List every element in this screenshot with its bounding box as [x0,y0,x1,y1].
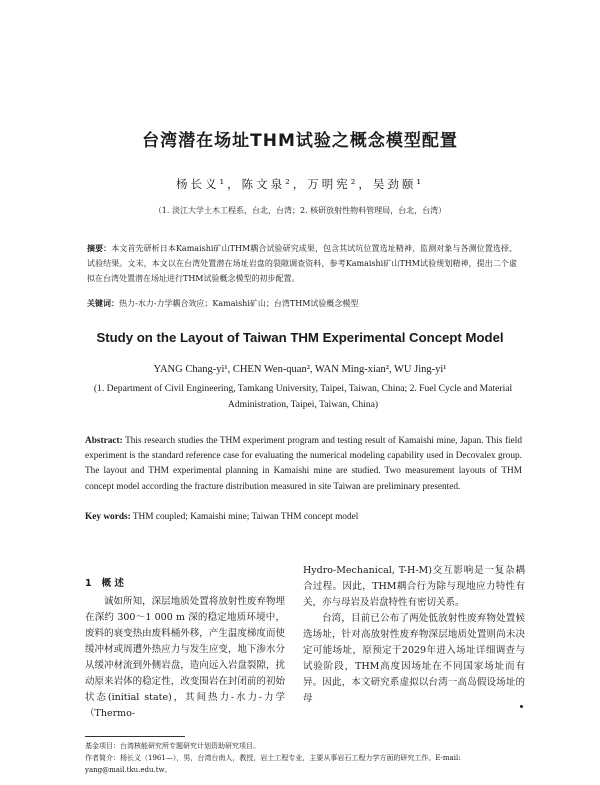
affiliation-chinese: （1. 淡江大学土木工程系，台北，台湾；2. 核研放射性物料管理局，台北，台湾） [153,206,447,215]
section-heading [85,576,285,592]
keywords-english [85,512,522,522]
section-number: 1 [85,578,92,589]
keywords-chinese-label: 关键词： [87,298,119,308]
title-chinese: 台湾潜在场址THM试验之概念模型配置 [142,131,458,151]
footnotes [85,740,525,776]
footnote-rule [85,736,185,737]
body-paragraph: 诚如所知，深层地质处置将放射性废弃物埋在深约 300～1 000 m 深的稳定地质环境中，废料的衰变热由废料桶外移，产生温度梯度而使缓冲材或周遭外热应力与发生应变，地下渗水分从缓冲材流到外侧岩盘，造向远入岩盘裂隙，扰动原来岩体的稳定性，改变围岩在封闭前的初始状态(initial state)，其间热力-水力-力学（Thermo- [85,596,285,719]
title-english: Study on the Layout of Taiwan THM Experimental Concept Model [96,330,504,345]
authors-english: YANG Chang-yi¹, CHEN Wen-quan², WAN Ming-xian², WU Jing-yi¹ [153,364,447,375]
abstract-english [85,434,522,495]
abstract-chinese-text: 本文首先研析日本Kamaishi矿山THM耦合试验研究成果，包含其试坑位置选址精神、监测对象与各测位置选择、试验结果。文末，本文以在台湾处置潜在场址岩盘的裂隙调查资料，参考Kamaishi矿山THM试验规划精神，提出二个虚拟在台湾处置潜在场址进行THM试验概念模型的初步配置。 [87,244,518,283]
abstract-english-label: Abstract: [85,436,123,446]
affiliation-english: (1. Department of Civil Engineering, Tamkang University, Taipei, Taiwan, China; 2. Fuel Cycle and Material Administration, Taipei, Taiwan, China) [93,383,513,410]
body-paragraph: 台湾，目前已公布了两处低放射性废弃物处置候选场址，针对高放射性废弃物深层地质处置则尚未决定可能场址，原预定于2029年进入场址详细调查与试验阶段，THM高度因场址在不同国家场址而有异。因此，本文研究系虚拟以台湾一高岛假设场址的母 [303,613,525,704]
keywords-chinese [87,298,517,309]
keywords-english-text: THM coupled; Kamaishi mine; Taiwan THM concept model [130,512,359,522]
abstract-english-text: This research studies the THM experiment program and testing result of Kamaishi mine, Japan. This field experiment is the standard reference case for evaluating the numerical modeling capability used in Decovalex group. The layout and THM experimental planning in Kamaishi mine are studied. Two measurement layouts of THM concept model according the fracture distribution measured in site Taiwan are preliminary presented. [85,436,522,492]
footnote-funding: 基金项目：台湾核能研究所专题研究计划资助研究项目。 [85,742,260,750]
abstract-chinese-label: 摘要： [87,243,112,253]
keywords-english-label: Key words: [85,512,131,522]
section-title: 概 述 [101,578,124,589]
body-left-column [85,576,285,722]
body-right-column [303,563,525,707]
page-mark [520,705,523,708]
keywords-chinese-text: 热力-水力-力学耦合效应；Kamaishi矿山；台湾THM试验概念模型 [119,299,359,308]
body-paragraph: Hydro-Mechanical, T-H-M)交互影响是一复杂耦合过程。因此，THM耦合行为除与现地应力特性有关，亦与母岩及岩盘特性有密切关系。 [303,565,525,608]
footnote-author: 作者简介：杨长义（1961—），男，台湾台南人，教授，岩土工程专业，主要从事岩石工程力学方面的研究工作。E-mail: [85,754,461,762]
footnote-email: yang@mail.tku.edu.tw。 [85,766,172,774]
authors-chinese: 杨长义¹，陈文泉²，万明宪²，吴劲颐¹ [176,177,424,191]
abstract-chinese [87,241,517,286]
